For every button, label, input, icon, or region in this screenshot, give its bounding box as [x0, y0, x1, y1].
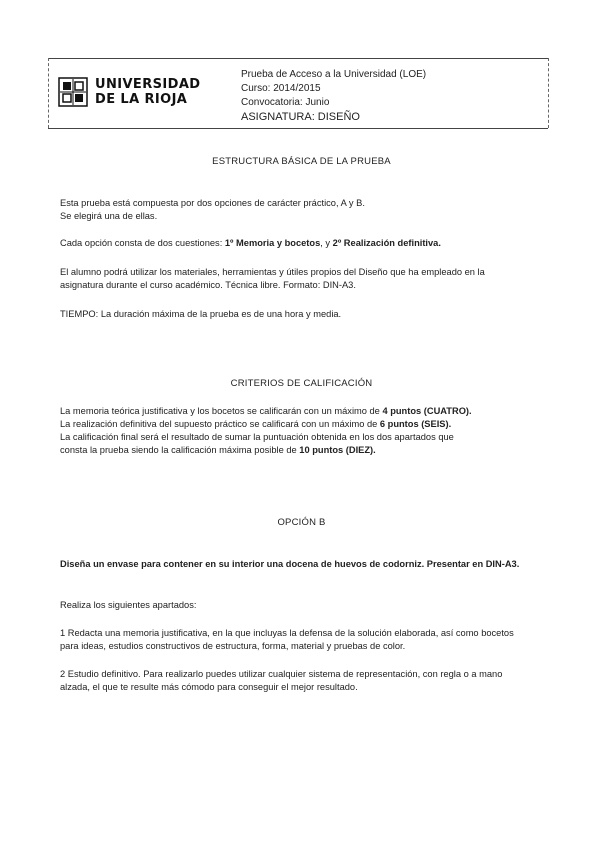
criteria-line-3: La calificación final será el resultado de sumar la puntuación obtenida en los dos apartados que [60, 432, 454, 442]
structure-title: ESTRUCTURA BÁSICA DE LA PRUEBA [212, 156, 391, 167]
criteria-line-4 [60, 444, 540, 457]
structure-p2-start: Cada opción consta de dos cuestiones: [60, 238, 225, 248]
structure-paragraph-3: El alumno podrá utilizar los materiales, herramientas y útiles propios del Diseño que ha empleado en la asignatura durante el curso académico. Técnica libre. Formato: DIN-A3. [60, 267, 485, 290]
university-name-line2: DE LA RIOJA [95, 92, 188, 107]
option-intro: Realiza los siguientes apartados: [60, 600, 197, 610]
university-name [95, 77, 200, 107]
criteria-line-2-bold: 6 puntos (SEIS). [379, 419, 452, 429]
structure-p1-line2: Se elegirá una de ellas. [60, 211, 158, 221]
criteria-line-1-text: La memoria teórica justificativa y los bocetos se calificarán con un máximo de [60, 406, 383, 416]
structure-paragraph-4 [60, 308, 530, 321]
option-item-2: 2 Estudio definitivo. Para realizarlo puedes utilizar cualquier sistema de representación, con regla o a mano alzada, el que te resulte más cómodo para conseguir el mejor resultado. [60, 669, 503, 692]
exam-subject: ASIGNATURA: DISEÑO [241, 111, 360, 123]
criteria-line-1 [60, 405, 540, 418]
criteria-line-4-bold: 10 puntos (DIEZ). [299, 445, 376, 455]
time-label: TIEMPO: [60, 309, 99, 319]
structure-p2-bold1: 1º Memoria y bocetos [224, 238, 321, 248]
time-text: La duración máxima de la prueba es de una hora y media. [98, 309, 342, 319]
header-left-rule [48, 58, 49, 128]
exam-course: Curso: 2014/2015 [241, 83, 321, 94]
university-name-line1: UNIVERSIDAD [95, 77, 201, 92]
structure-p2-bold2: 2º Realización definitiva. [332, 238, 441, 248]
criteria-title: CRITERIOS DE CALIFICACIÓN [230, 378, 373, 389]
structure-p1-line1: Esta prueba está compuesta por dos opciones de carácter práctico, A y B. [60, 198, 365, 208]
exam-info [241, 68, 426, 124]
exam-session: Convocatoria: Junio [241, 97, 330, 108]
criteria-line-2 [60, 418, 540, 431]
university-emblem-icon [58, 77, 88, 107]
exam-title: Prueba de Acceso a la Universidad (LOE) [241, 69, 427, 80]
structure-paragraph-2 [60, 237, 530, 250]
structure-paragraph-1 [60, 197, 530, 223]
criteria-line-2-text: La realización definitiva del supuesto práctico se calificará con un máximo de [60, 419, 380, 429]
university-logo [58, 77, 218, 109]
option-title: OPCIÓN B [277, 517, 326, 528]
criteria-line-1-bold: 4 puntos (CUATRO). [382, 406, 472, 416]
header-right-rule [548, 58, 549, 128]
structure-p2-mid: , y [320, 238, 333, 248]
criteria-paragraph [60, 405, 540, 457]
option-statement: Diseña un envase para contener en su interior una docena de huevos de codorniz. Presentar en DIN-A3. [60, 559, 520, 569]
header-bottom-rule [48, 128, 548, 129]
header-top-rule [48, 58, 548, 59]
option-item-1: 1 Redacta una memoria justificativa, en la que incluyas la defensa de la solución elaborada, así como bocetos para ideas, estudios constructivos de estructura, forma, material y pruebas de color. [60, 628, 514, 651]
criteria-line-4-text: consta la prueba siendo la calificación máxima posible de [60, 445, 300, 455]
